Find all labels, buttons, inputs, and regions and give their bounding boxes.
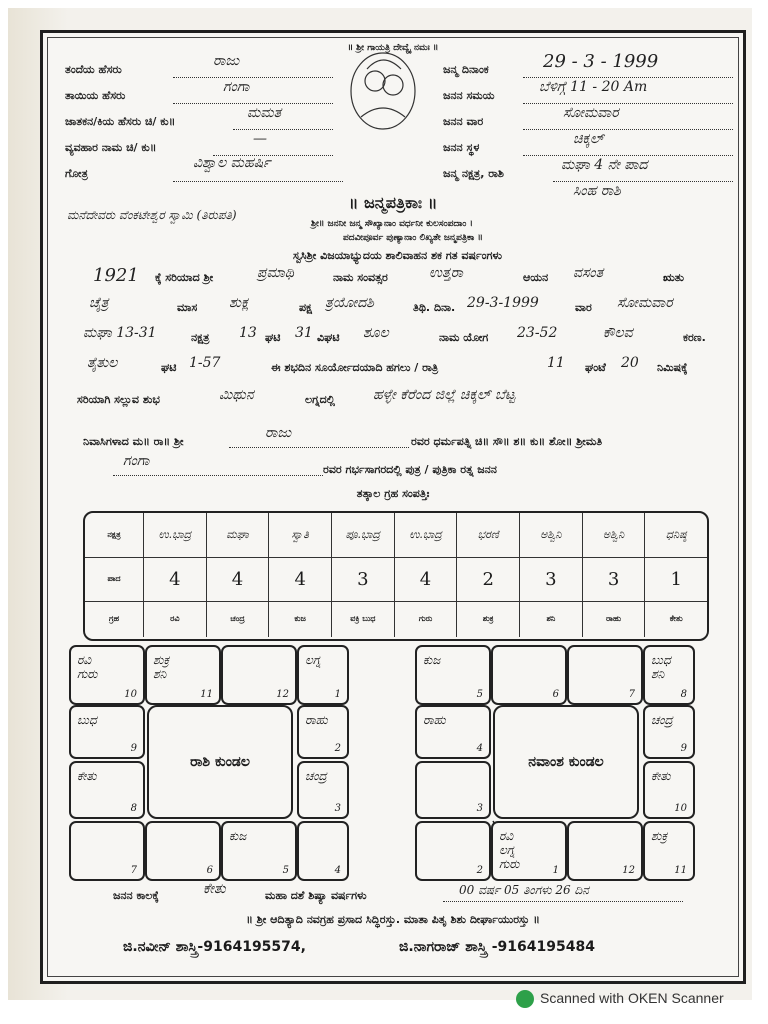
navamsha-chart <box>415 645 695 877</box>
ghati-2: 1-57 <box>189 355 221 371</box>
navamsha-house-1: ರವಿ ಲಗ್ನ ಗುರು 1 <box>491 821 567 881</box>
para-text-6: ಪಕ್ಷ <box>299 301 313 314</box>
rashi-house-5: ಕುಜ 5 <box>221 821 297 881</box>
table-cell: ನಕ್ಷತ್ರ <box>85 513 144 557</box>
table-cell: ಪೂ.ಭಾದ್ರ <box>332 513 395 557</box>
usage-name-label: ವ್ಯವಹಾರ ನಾಮ ಚಿ/ ಕು॥ <box>65 141 157 154</box>
navamsha-house-8: ಬುಧ ಶನಿ 8 <box>643 645 695 705</box>
para-text-19: ಲಗ್ನದಲ್ಲಿ <box>305 393 335 406</box>
para-text-9: ನಕ್ಷತ್ರ <box>191 331 210 344</box>
father-name-value: ರಾಜು <box>213 53 240 69</box>
para-text-12: ನಾಮ ಯೋಗ <box>439 331 489 344</box>
rashi-house-4: 4 <box>297 821 349 881</box>
navamsha-chart-title: ನವಾಂಶ ಕುಂಡಲ <box>493 705 639 819</box>
birth-day-label: ಜನನ ವಾರ <box>443 115 484 128</box>
table-cell: ರಾಹು <box>583 601 646 637</box>
dasha-balance: 00 ವರ್ಷ 05 ತಿಂಗಳು 26 ದಿನ <box>459 883 589 897</box>
rashi-house-11: ಶುಕ್ರ ಶನಿ 11 <box>145 645 221 705</box>
invocation-line: ॥ ಶ್ರೀ ಗಾಯತ್ರಿ ದೇವ್ಯೈ ನಮಃ ॥ <box>347 43 439 53</box>
para-text-4: ಋತು <box>663 271 685 284</box>
table-cell: 4 <box>395 557 458 601</box>
navamsha-house-11: ಶುಕ್ರ 11 <box>643 821 695 881</box>
graha-table <box>83 511 709 641</box>
birth-hour: 11 <box>547 355 565 371</box>
para-text-18: ಸರಿಯಾಗಿ ಸಲ್ಲುವ ಶುಭ <box>77 393 160 406</box>
rashi-house-7: 7 <box>69 821 145 881</box>
dasha-label-1: ಜನನ ಕಾಲಕ್ಕೆ <box>113 889 159 902</box>
table-row <box>85 557 707 602</box>
table-cell: ಭರಣಿ <box>457 513 520 557</box>
table-cell: ಚಂದ್ರ <box>207 601 270 637</box>
para-text-13: ಕರಣ. <box>683 331 706 344</box>
birth-date-label: ಜನ್ಮ ದಿನಾಂಕ <box>443 63 489 76</box>
birth-time-value: ಬೆಳಿಗ್ಗೆ 11 - 20 Am <box>539 79 648 95</box>
mother-name-label: ತಾಯಿಯ ಹೆಸರು <box>65 89 126 102</box>
birth-time-label: ಜನನ ಸಮಯ <box>443 89 495 102</box>
table-cell: ಉ.ಭಾದ್ರ <box>144 513 207 557</box>
table-cell: ರವಿ <box>144 601 207 637</box>
navamsha-house-4: ರಾಹು 4 <box>415 705 491 759</box>
table-cell: ಶುಕ್ರ <box>457 601 520 637</box>
child-name-value: ಮಮತ <box>247 105 282 121</box>
table-cell: ಅಶ್ವಿನಿ <box>520 513 583 557</box>
dasha-planet: ಕೇತು <box>203 881 226 897</box>
samvatsara: ಪ್ರಮಾಥಿ <box>257 265 294 281</box>
horoscope-card <box>40 30 746 984</box>
table-cell: ಮಘಾ <box>207 513 270 557</box>
para-text-15: ಈ ಶಭದಿನ ಸೂರ್ಯೋದಯಾದಿ ಹಗಲು / ರಾತ್ರಿ <box>271 361 439 374</box>
table-cell: ಧನಿಷ್ಠ <box>665 528 687 541</box>
nakshatra-rashi-value: ಮಘಾ 4 ನೇ ಪಾದ <box>561 157 648 173</box>
table-cell: ಗುರು <box>395 601 458 637</box>
shaka-year: 1921 <box>93 265 139 286</box>
navamsha-house-10: ಕೇತು 10 <box>643 761 695 819</box>
birth-date-value: 29 - 3 - 1999 <box>543 51 659 72</box>
rashi-value: ಸಿಂಹ ರಾಶಿ <box>573 183 621 199</box>
navamsha-house-5: ಕುಜ 5 <box>415 645 491 705</box>
masa: ಚೈತ್ರ <box>89 295 109 311</box>
usage-name-value: — <box>253 131 267 147</box>
para-text-8: ವಾರ <box>575 301 592 314</box>
nakshatra-in-para: ಮಘಾ 13-31 <box>83 325 157 341</box>
table-cell: ಉ.ಭಾದ್ರ <box>395 513 458 557</box>
table-cell: 3 <box>332 557 395 601</box>
rashi-house-2: ರಾಹು 2 <box>297 705 349 759</box>
rashi-house-6: 6 <box>145 821 221 881</box>
birth-day-value: ಸೋಮವಾರ <box>563 105 619 121</box>
para-text-1: ಕ್ಕೆ ಸರಿಯಾದ ಶ್ರೀ <box>155 271 214 284</box>
para-text-14: ಘಟಿ <box>161 361 177 374</box>
document-sheet <box>8 8 752 1000</box>
deity-emblem-icon <box>343 47 421 133</box>
child-name-label: ಜಾತಕನ/ಕಿಯ ಹೆಸರು ಚಿ/ ಕು॥ <box>65 115 176 128</box>
rashi-house-10: ರವಿ ಗುರು 10 <box>69 645 145 705</box>
para-text-3: ಆಯನ <box>523 271 549 284</box>
navamsha-house-9: ಚಂದ್ರ 9 <box>643 705 695 759</box>
gotra-value: ವಿಶ್ವಾಲ ಮಹರ್ಷಿ <box>193 155 271 171</box>
para-intro: ಸ್ವಸಿಶ್ರೀ ವಿಜಯಾಭ್ಯುದಯ ಶಾಲಿವಾಹನ ಶಕ ಗತ ವರ್ಷಂಗಳು <box>293 249 502 262</box>
tithi: ತ್ರಯೋದಶಿ <box>325 295 374 311</box>
mother-name-value: ಗಂಗಾ <box>223 79 250 95</box>
birth-place-value: ಚಿಕ್ಕಲ್ <box>573 131 604 147</box>
rashi-house-1: ಲಗ್ನ 1 <box>297 645 349 705</box>
dasha-label-2: ಮಹಾ ದಶೆ ಶಿಷ್ಯಾ ವರ್ಷಗಳು <box>265 889 367 902</box>
yoga: ಶೂಲ <box>363 325 389 341</box>
yoga-time: 23-52 <box>517 325 558 341</box>
para-text-20: ನಿವಾಸಿಗಳಾದ ಮ॥ ರಾ॥ ಶ್ರೀ <box>83 435 184 448</box>
rashi-chart <box>69 645 349 877</box>
karana: ಕೌಲವ <box>603 325 633 341</box>
father-name-in-para: ರಾಜು <box>265 425 292 441</box>
table-row <box>85 513 707 558</box>
ritu: ವಸಂತ <box>573 265 604 281</box>
para-text-5: ಮಾಸ <box>177 301 198 314</box>
gotra-label: ಗೋತ್ರ <box>65 167 88 180</box>
native-place: ಹಳ್ಳೇ ಕೆರೆಂದ ಜಿಲ್ಲೆ ಚಿಕ್ಕಲ್ ಬೆಟ್ಟ <box>373 387 516 403</box>
para-text-10: ಘಟಿ <box>265 331 281 344</box>
navamsha-house-3: 3 <box>415 761 491 819</box>
scanner-watermark: Scanned with OKEN Scanner <box>540 990 724 1006</box>
rashi-chart-title: ರಾಶಿ ಕುಂಡಲ <box>147 705 293 819</box>
table-cell: 4 <box>207 557 270 601</box>
table-cell: 4 <box>269 557 332 601</box>
table-cell: 2 <box>457 557 520 601</box>
blessing-line: ॥ ಶ್ರೀ ಆದಿತ್ಯಾದಿ ನವಗ್ರಹ ಪ್ರಸಾದ ಸಿದ್ಧಿರಸ್ತು. ಮಾತಾ ಪಿತೃ ಶಿಶು ದೀರ್ಘಾಯುರಸ್ತು ॥ <box>246 913 540 926</box>
para-text-21: ರವರ ಧರ್ಮಪತ್ನಿ ಚಿ॥ ಸೌ॥ ಶ॥ ಕು॥ ಶೋ॥ ಶ್ರೀಮತಿ <box>411 435 603 448</box>
verse-line-2: ಪದವೀಪೂರ್ವ ಪುಣ್ಯಾನಾಂ ಲಿಖ್ಯತೇ ಜನ್ಮಪತ್ರಿಕಾ ॥ <box>343 233 483 243</box>
table-row <box>85 601 707 637</box>
table-cell: ಅಶ್ವಿನಿ <box>583 513 646 557</box>
rashi-house-12: 12 <box>221 645 297 705</box>
mother-name-in-para: ಗಂಗಾ <box>123 453 150 469</box>
vara: ಸೋಮವಾರ <box>617 295 673 311</box>
para-text-11: ವಿಘಟಿ <box>317 331 340 344</box>
para-text-22: ರವರ ಗರ್ಭಸಾಗರದಲ್ಲಿ ಪುತ್ರ / ಪುತ್ರಿಕಾ ರತ್ನ ಜನನ <box>323 463 497 476</box>
father-name-label: ತಂದೆಯ ಹೆಸರು <box>65 63 122 76</box>
date-in-para: 29-3-1999 <box>467 295 539 311</box>
birth-place-label: ಜನನ ಸ್ಥಳ <box>443 141 480 154</box>
paksha: ಶುಕ್ಲ <box>229 295 250 311</box>
vighati: 31 <box>295 325 313 341</box>
family-deity-note: ಮನೆದೇವರು ವೆಂಕಟೇಶ್ವರ ಸ್ವಾಮಿ (ತಿರುಪತಿ) <box>67 208 237 222</box>
table-cell: 3 <box>583 557 646 601</box>
para-text-7: ತಿಥಿ. ದಿನಾ. <box>413 301 456 314</box>
table-cell: ಸ್ವಾತಿ <box>269 513 332 557</box>
table-cell: ಶನಿ <box>520 601 583 637</box>
rashi-house-9: ಬುಧ 9 <box>69 705 145 759</box>
navamsha-house-12: 12 <box>567 821 643 881</box>
ghati: 13 <box>239 325 257 341</box>
table-cell: 1 <box>670 568 682 590</box>
birth-minute: 20 <box>621 355 639 371</box>
graha-heading: ತತ್ಕಾಲ ಗ್ರಹ ಸಂಪತ್ತಿಃ <box>356 487 430 500</box>
lagna: ಮಿಥುನ <box>219 387 254 403</box>
table-cell: 4 <box>144 557 207 601</box>
ayana: ಉತ್ತರಾ <box>429 265 463 281</box>
para-text-16: ಘಂಟೆ <box>585 361 606 374</box>
nakshatra-rashi-label: ಜನ್ಮ ನಕ್ಷತ್ರ, ರಾಶಿ <box>443 167 504 180</box>
rashi-house-3: ಚಂದ್ರ 3 <box>297 761 349 819</box>
verse-line-1: ಶ್ರೀ॥ ಜನನೀ ಜನ್ಮ ಸೌಖ್ಯಾನಾಂ ವರ್ಧನೀ ಕುಲಸಂಪದಾಂ । <box>311 219 473 229</box>
para-text-17: ನಿಮಿಷಕ್ಕೆ <box>657 361 688 374</box>
navamsha-house-6: 6 <box>491 645 567 705</box>
table-cell: ವಕ್ರಿ ಬುಧ <box>332 601 395 637</box>
karana-2: ತೈತುಲ <box>87 355 118 371</box>
navamsha-house-7: 7 <box>567 645 643 705</box>
table-cell: ಗ್ರಹ <box>85 601 144 637</box>
para-text-2: ನಾಮ ಸಂವತ್ಸರ <box>333 271 388 284</box>
navamsha-house-2: 2 <box>415 821 491 881</box>
rashi-house-8: ಕೇತು 8 <box>69 761 145 819</box>
document-title: ॥ ಜನ್ಮಪತ್ರಿಕಾಃ ॥ <box>348 193 438 212</box>
astrologer-2: ಜಿ.ನಾಗರಾಜ್ ಶಾಸ್ತ್ರಿ -9164195484 <box>399 939 595 955</box>
table-cell: ಕುಜ <box>269 601 332 637</box>
table-cell: ಪಾದ <box>85 557 144 601</box>
astrologer-1: ಜಿ.ನವೀನ್ ಶಾಸ್ತ್ರಿ-9164195574, <box>123 939 306 955</box>
scanner-logo-icon <box>516 990 534 1008</box>
table-cell: 3 <box>520 557 583 601</box>
table-cell: ಕೇತು <box>669 614 683 623</box>
